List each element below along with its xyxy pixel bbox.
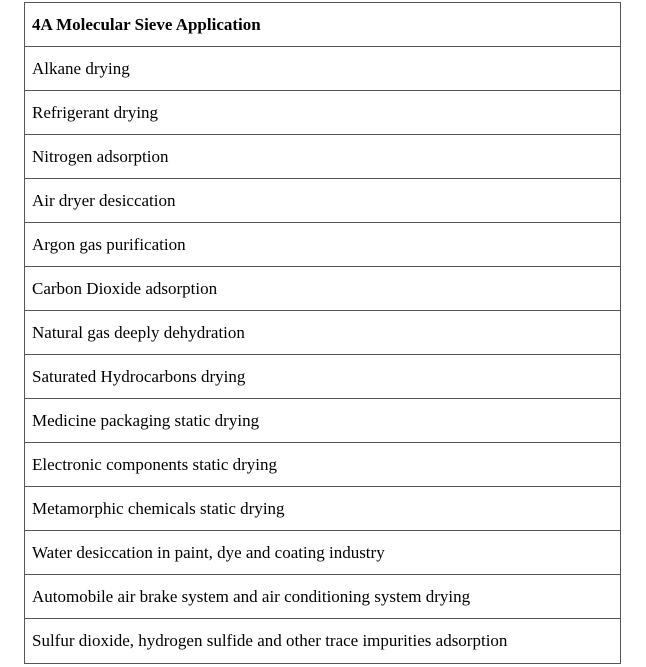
table-row: Water desiccation in paint, dye and coating industry	[25, 531, 620, 575]
table-row: Air dryer desiccation	[25, 179, 620, 223]
table-row: Metamorphic chemicals static drying	[25, 487, 620, 531]
table-row: Sulfur dioxide, hydrogen sulfide and other trace impurities adsorption	[32, 631, 508, 650]
table-row: Argon gas purification	[25, 223, 620, 267]
table-row: Refrigerant drying	[25, 91, 620, 135]
table-row: Natural gas deeply dehydration	[25, 311, 620, 355]
table-row: Nitrogen adsorption	[25, 135, 620, 179]
table-row: Saturated Hydrocarbons drying	[25, 355, 620, 399]
table-row: Electronic components static drying	[25, 443, 620, 487]
table-row: Medicine packaging static drying	[25, 399, 620, 443]
application-table	[24, 2, 621, 664]
table-row: Alkane drying	[25, 47, 620, 91]
table-row: Automobile air brake system and air conditioning system drying	[25, 575, 620, 619]
table-row: Carbon Dioxide adsorption	[25, 267, 620, 311]
table-header: 4A Molecular Sieve Application	[25, 3, 620, 47]
